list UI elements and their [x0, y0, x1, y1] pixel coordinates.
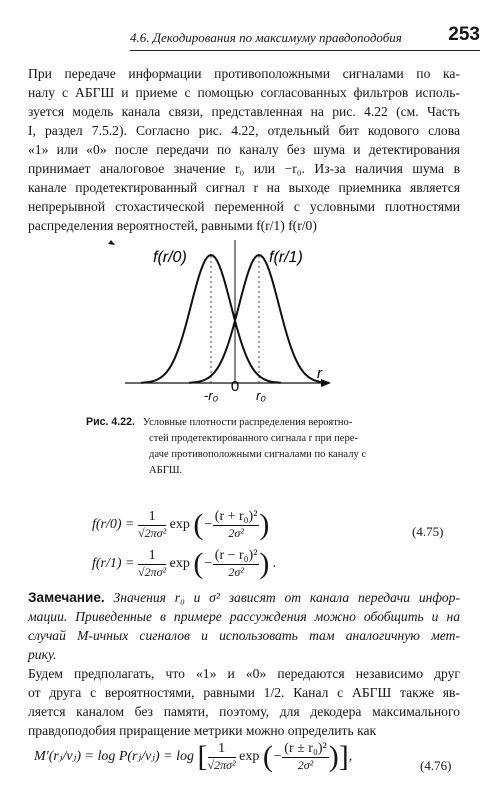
header-title: 4.6. Декодирования по максимуму правдоподобия	[130, 30, 402, 45]
eq1-denominator: √2πσ²	[138, 526, 167, 540]
paren-close: )	[259, 508, 270, 541]
equation-number-4-76: (4.76)	[420, 758, 452, 773]
text-line: принимает аналоговое значение r₀ или −r₀. Из-за наличия шума в	[28, 161, 460, 176]
eq2-exp: exp	[169, 556, 190, 572]
tick-label-pos-r0: r₀	[256, 388, 266, 403]
caption-line: стей продетектированного сигнала r при пере-	[149, 433, 359, 444]
paren-open: (	[193, 547, 204, 580]
eq2-inner-numerator: (r − r₀)²	[214, 548, 258, 563]
eq3-lhs: M′(rⱼ/vⱼ) = log P(rⱼ/vⱼ) = log	[34, 749, 194, 765]
equation-metric: M′(rⱼ/vⱼ) = log P(rⱼ/vⱼ) = log [ $\frac{1}{\text{√2πσ²}}$ exp (− $\frac{\text{(r ± r₀)²}}{\text{2σ²}}$ )],	[34, 740, 353, 773]
eq1-lhs: f(r/0) =	[92, 517, 135, 533]
text-line: правдоподобия приращение метрики можно определить как	[28, 723, 377, 738]
remark-block	[28, 588, 460, 664]
text-line: При передаче информации противоположными сигналами по ка-	[28, 66, 460, 81]
note-line: рику.	[28, 647, 57, 662]
paren-open: (	[193, 508, 204, 541]
paren-close: )	[259, 547, 270, 580]
caption-line	[86, 414, 416, 431]
eq2-inner-fraction	[213, 548, 260, 580]
eq3-denominator: √2πσ²	[207, 758, 236, 772]
equation-number-4-75: (4.75)	[412, 524, 444, 539]
bracket-open: [	[197, 740, 208, 773]
eq2-denominator: √2πσ²	[138, 565, 167, 579]
running-header	[130, 24, 480, 52]
note-text: Значения r₀ и σ² зависят от канала передачи инфор-	[104, 590, 460, 605]
text-line: налу с АБГШ и приеме с помощью согласованных фильтров исполь-	[28, 85, 460, 100]
note-line: мации. Приведенные в примере рассуждения можно обобщить и на	[28, 609, 460, 624]
eq2-fraction	[138, 548, 166, 580]
text-line: Будем предполагать, что «1» и «0» передаются независимо друг	[28, 666, 460, 681]
equation-f-r1: f(r/1) = $\frac{1}{\text{√2πσ²}}$ exp (− $\frac{\text{(r − r₀)²}}{\text{2σ²}}$ ) .	[92, 547, 277, 580]
note-line: случай M-ичных сигналов и использовать там аналогичную мет-	[28, 628, 460, 643]
bracket-close: ]	[338, 740, 349, 773]
curve-f-r0	[141, 255, 281, 383]
text-line: зуется модель канала связи, представленная на рис. 4.22 (см. Часть	[28, 104, 460, 119]
caption-line: АБГШ.	[149, 465, 183, 476]
caption-label: Рис. 4.22.	[86, 416, 135, 428]
eq3-inner-fraction	[282, 741, 328, 773]
paren-close: )	[328, 740, 339, 773]
eq2-inner-denominator: 2σ²	[228, 565, 244, 579]
eq3-inner-denominator: 2σ²	[297, 758, 314, 772]
text-line: канале продетектированный сигнал r на выходе приемника является	[28, 180, 460, 195]
label-f-r0: f(r/0)	[153, 249, 187, 266]
eq1-inner-fraction	[213, 509, 260, 541]
eq3-exp: exp	[239, 749, 260, 765]
eq1-exp: exp	[169, 517, 190, 533]
label-f-r1: f(r/1)	[269, 249, 303, 266]
figure-caption	[86, 414, 416, 479]
text-line: ляется каналом без памяти, поэтому, для декодера максимального	[28, 704, 460, 719]
eq1-inner-numerator: (r + r₀)²	[214, 509, 258, 524]
eq1-fraction	[138, 509, 166, 541]
text-line: «1» или «0» после передачи по каналу без шума и детектирования	[28, 142, 460, 157]
note-label: Замечание.	[28, 590, 105, 605]
text-line: распределения вероятностей, равными f(r/1) f(r/0)	[28, 218, 317, 233]
eq2-lhs: f(r/1) =	[92, 556, 135, 572]
eq2-numerator: 1	[138, 548, 166, 565]
header-rule	[130, 50, 480, 51]
axis-label-r: r	[317, 365, 322, 382]
text-line: от друга с вероятностями, равными 1/2. Канал с АБГШ также яв-	[28, 685, 460, 700]
corner-mark	[108, 240, 115, 245]
paren-open: (	[262, 740, 273, 773]
eq3-fraction	[208, 741, 236, 773]
equation-f-r0: f(r/0) = $\frac{1}{\text{√2πσ²}}$ exp (− $\frac{\text{(r + r₀)²}}{\text{2σ²}}$ )	[92, 508, 270, 541]
eq1-inner-denominator: 2σ²	[228, 526, 244, 540]
eq3-inner-numerator: (r ± r₀)²	[284, 741, 327, 756]
text-line: непрерывной стохастической переменной с условными плотностями	[28, 199, 460, 214]
eq1-numerator: 1	[138, 509, 166, 526]
paragraph-2	[28, 664, 460, 740]
text-line: I, раздел 7.5.2). Согласно рис. 4.22, отдельный бит кодового слова	[28, 123, 460, 138]
caption-text: Условные плотности распределения вероятно-	[142, 417, 353, 428]
curve-f-r1	[189, 255, 329, 383]
eq3-numerator: 1	[208, 741, 236, 758]
paragraph-1	[28, 64, 460, 235]
caption-line: даче противоположными сигналами по каналу с	[149, 449, 367, 460]
figure-4-22	[95, 236, 445, 406]
tick-label-zero: 0	[230, 378, 240, 395]
note-line	[28, 588, 460, 607]
page-number: 253	[448, 24, 480, 45]
tick-label-neg-r0: -r₀	[203, 388, 219, 403]
